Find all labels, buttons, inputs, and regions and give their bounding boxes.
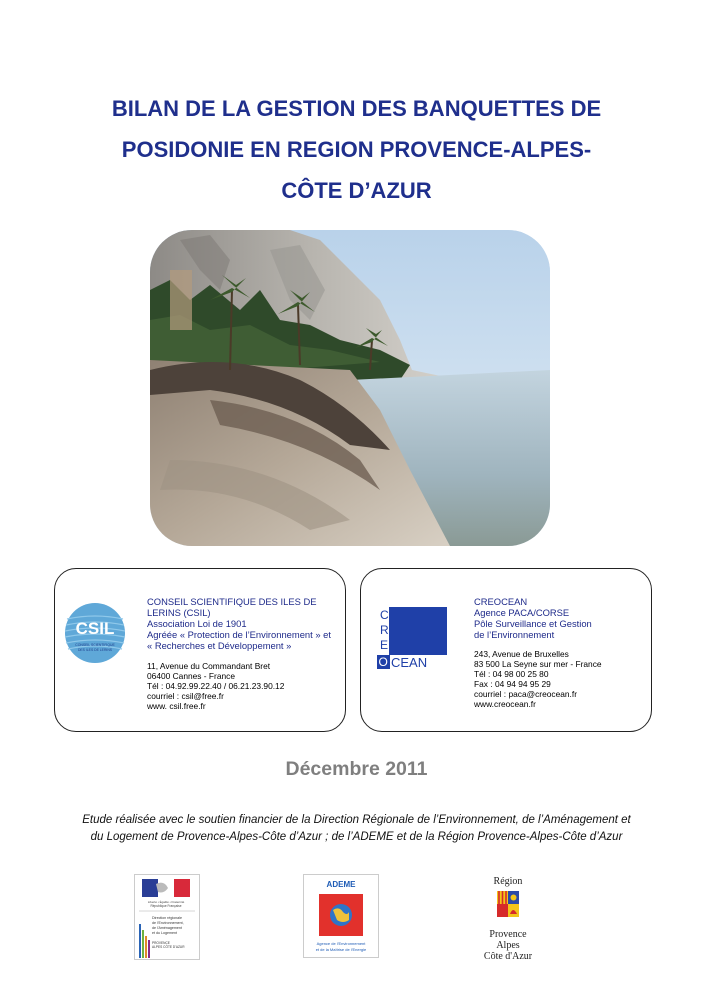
csil-assoc: Association Loi de 1901 (147, 618, 247, 629)
svg-text:Région: Région (493, 876, 523, 887)
dreal-logo (134, 874, 200, 960)
svg-text:O: O (378, 655, 388, 669)
region-paca-logo (478, 874, 538, 966)
csil-info (147, 596, 331, 651)
beach-photo-icon (150, 230, 550, 546)
csil-web[interactable]: www. csil.free.fr (147, 701, 206, 711)
creocean-pole-1: Pôle Surveillance et Gestion (474, 618, 592, 629)
creocean-address-block (474, 649, 602, 709)
svg-text:R: R (380, 623, 389, 637)
dreal-logo-icon (134, 874, 200, 960)
csil-logo-icon (63, 601, 127, 665)
funding-line-1: Etude réalisée avec le soutien financier de la Direction Régionale de l’Environnement, de l’Aménagement et (82, 814, 631, 826)
csil-email[interactable]: courriel : csil@free.fr (147, 691, 224, 701)
csil-contact-card (54, 568, 346, 732)
publication-date: Décembre 2011 (285, 758, 428, 780)
creocean-contact-card (360, 568, 652, 732)
svg-text:DES ILES DE LERINS: DES ILES DE LERINS (77, 648, 113, 652)
creocean-city: 83 500 La Seyne sur mer - France (474, 659, 602, 669)
csil-address: 11, Avenue du Commandant Bret (147, 661, 271, 671)
document-title (60, 88, 653, 211)
svg-text:Côte d'Azur: Côte d'Azur (483, 951, 533, 962)
creocean-tel: Tél : 04 98 00 25 80 (474, 669, 549, 679)
ademe-logo (303, 874, 379, 958)
svg-text:Provence: Provence (489, 929, 527, 940)
creocean-fax: Fax : 04 94 94 95 29 (474, 679, 551, 689)
svg-text:ADEME: ADEME (326, 880, 356, 889)
funding-statement (40, 812, 673, 846)
svg-text:CEAN: CEAN (391, 655, 428, 670)
creocean-name: CREOCEAN (474, 596, 528, 607)
creocean-address: 243, Avenue de Bruxelles (474, 649, 569, 659)
svg-text:de l'Aménagement: de l'Aménagement (152, 926, 182, 930)
creocean-email[interactable]: courriel : paca@creocean.fr (474, 689, 577, 699)
title-line-2: POSIDONIE EN REGION PROVENCE-ALPES- (121, 137, 592, 162)
svg-text:Alpes: Alpes (496, 940, 520, 951)
svg-text:Liberté • Égalité • Fraternité: Liberté • Égalité • Fraternité (147, 900, 185, 904)
creocean-info (474, 596, 592, 640)
csil-agree-1: Agréée « Protection de l’Environnement » et (147, 629, 331, 640)
svg-text:Direction régionale: Direction régionale (152, 916, 182, 920)
svg-text:ALPES CÔTE D'AZUR: ALPES CÔTE D'AZUR (152, 945, 185, 949)
svg-text:Agence de l'Environnement: Agence de l'Environnement (316, 941, 366, 946)
title-line-1: BILAN DE LA GESTION DES BANQUETTES DE (111, 96, 602, 121)
title-line-3: CÔTE D’AZUR (281, 178, 432, 203)
funding-line-2: du Logement de Provence-Alpes-Côte d’Azur ; de l’ADEME et de la Région Provence-Alpes-Côte d’Azur (90, 831, 623, 843)
creocean-agency: Agence PACA/CORSE (474, 607, 570, 618)
svg-text:et du Logement: et du Logement (152, 931, 177, 935)
creocean-web[interactable]: www.creocean.fr (474, 699, 536, 709)
csil-agree-2: « Recherches et Développement » (147, 640, 292, 651)
csil-address-block (147, 661, 284, 711)
svg-text:et de la Maîtrise de l'Energie: et de la Maîtrise de l'Energie (315, 947, 367, 952)
csil-name-1: CONSEIL SCIENTIFIQUE DES ILES DE (147, 596, 317, 607)
svg-text:de l'Environnement,: de l'Environnement, (152, 921, 184, 925)
ademe-logo-icon (303, 874, 379, 958)
region-logo-icon (478, 874, 538, 966)
svg-text:République Française: République Française (150, 904, 182, 908)
svg-text:CSIL: CSIL (75, 619, 115, 638)
csil-tel: Tél : 04.92.99.22.40 / 06.21.23.90.12 (147, 681, 285, 691)
svg-text:CONSEIL SCIENTIFIQUE: CONSEIL SCIENTIFIQUE (75, 643, 115, 647)
csil-name-2: LERINS (CSIL) (147, 607, 211, 618)
csil-city: 06400 Cannes - France (147, 671, 235, 681)
creocean-logo-icon (375, 605, 453, 677)
svg-text:C: C (380, 608, 389, 622)
svg-text:PROVENCE: PROVENCE (152, 941, 170, 945)
svg-text:E: E (380, 638, 389, 652)
creocean-pole-2: de l’Environnement (474, 629, 555, 640)
beach-photo (150, 230, 550, 546)
